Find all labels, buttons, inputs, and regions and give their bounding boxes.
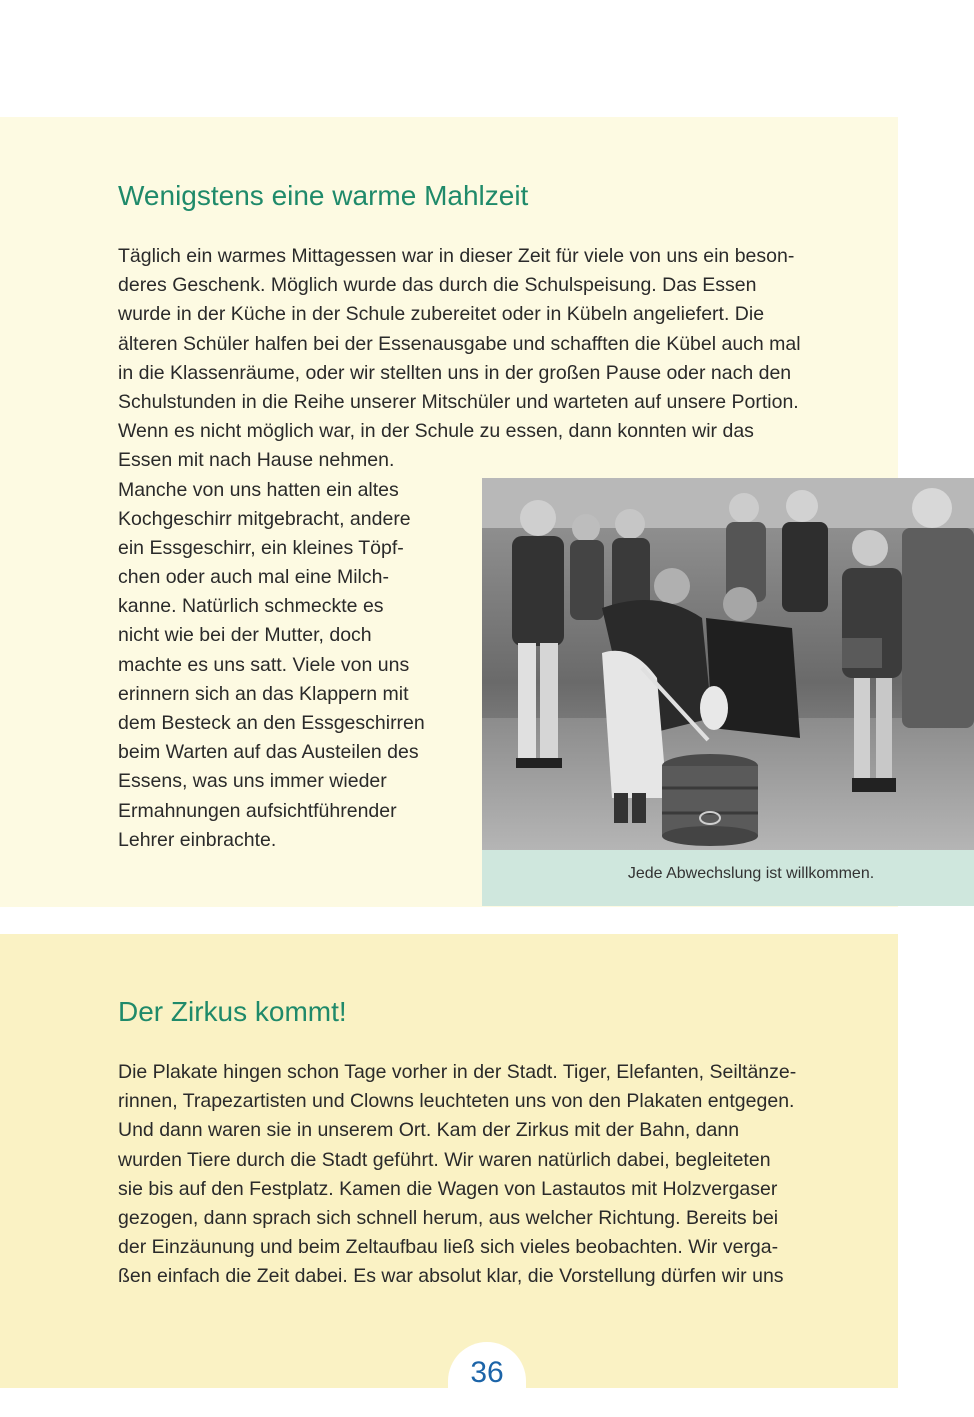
text-line: Manche von uns hatten ein altes (118, 478, 399, 501)
text-line: sie bis auf den Festplatz. Kamen die Wagen von Lastautos mit Holzvergaser (118, 1177, 778, 1200)
text-line: erinnern sich an das Klappern mit (118, 682, 409, 705)
text-line: älteren Schüler halfen bei der Essenausgabe und schafften die Kübel auch mal (118, 332, 801, 355)
text-line: machte es uns satt. Viele von uns (118, 653, 410, 676)
text-line: Wenn es nicht möglich war, in der Schule zu essen, dann konnten wir das (118, 420, 754, 443)
page-number: 36 (470, 1356, 504, 1389)
text-line: beim Warten auf das Austeilen des (118, 741, 419, 764)
text-line: wurden Tiere durch die Stadt geführt. Wir waren natürlich dabei, begleiteten (118, 1148, 771, 1171)
text-line: Lehrer einbrachte. (118, 828, 277, 851)
text-line: ßen einfach die Zeit dabei. Es war absolut klar, die Vorstellung dürfen wir uns (118, 1265, 784, 1288)
caption-bar (482, 850, 974, 906)
text-line: Kochgeschirr mitgebracht, andere (118, 507, 411, 530)
text-line: kanne. Natürlich schmeckte es (118, 595, 384, 618)
text-line: rinnen, Trapezartisten und Clowns leuchteten uns von den Plakaten entgegen. (118, 1090, 795, 1113)
photo-illustration (482, 478, 974, 850)
text-line: gezogen, dann sprach sich schnell herum, aus welcher Richtung. Bereits bei (118, 1206, 779, 1229)
text-line: Die Plakate hingen schon Tage vorher in der Stadt. Tiger, Elefanten, Seiltänze- (118, 1061, 797, 1083)
text-line: Essen mit nach Hause nehmen. (118, 449, 395, 472)
text-line: wurde in der Küche in der Schule zubereitet oder in Kübeln angeliefert. Die (118, 303, 765, 326)
text-line: Schulstunden in die Reihe unserer Mitschüler und warteten auf unsere Portion. (118, 390, 799, 413)
section-heading-meal: Wenigstens eine warme Mahlzeit (118, 180, 529, 211)
text-line: dem Besteck an den Essgeschirren (118, 712, 425, 734)
photo-caption: Jede Abwechslung ist willkommen. (627, 865, 875, 882)
text-line: ein Essgeschirr, ein kleines Töpf- (118, 536, 404, 559)
photo-figure (482, 478, 974, 906)
text-line: Ermahnungen aufsichtführender (118, 799, 397, 822)
text-line: in die Klassenräume, oder wir stellten uns in der großen Pause oder nach den (118, 361, 792, 384)
text-line: nicht wie bei der Mutter, doch (118, 624, 372, 647)
text-line: der Einzäunung und beim Zeltaufbau ließ sich vieles beobachten. Wir verga- (118, 1236, 779, 1259)
text-line: chen oder auch mal eine Milch- (118, 566, 389, 589)
text-line: Täglich ein warmes Mittagessen war in dieser Zeit für viele von uns ein beson- (118, 245, 795, 267)
text-line: deres Geschenk. Möglich wurde das durch die Schulspeisung. Das Essen (118, 274, 757, 297)
section-body-circus (118, 1058, 796, 1292)
text-line: Und dann waren sie in unserem Ort. Kam der Zirkus mit der Bahn, dann (118, 1119, 740, 1142)
text-line: Essens, was uns immer wieder (118, 770, 387, 793)
section-heading-circus: Der Zirkus kommt! (118, 996, 347, 1027)
school-meal-photo (482, 478, 974, 850)
